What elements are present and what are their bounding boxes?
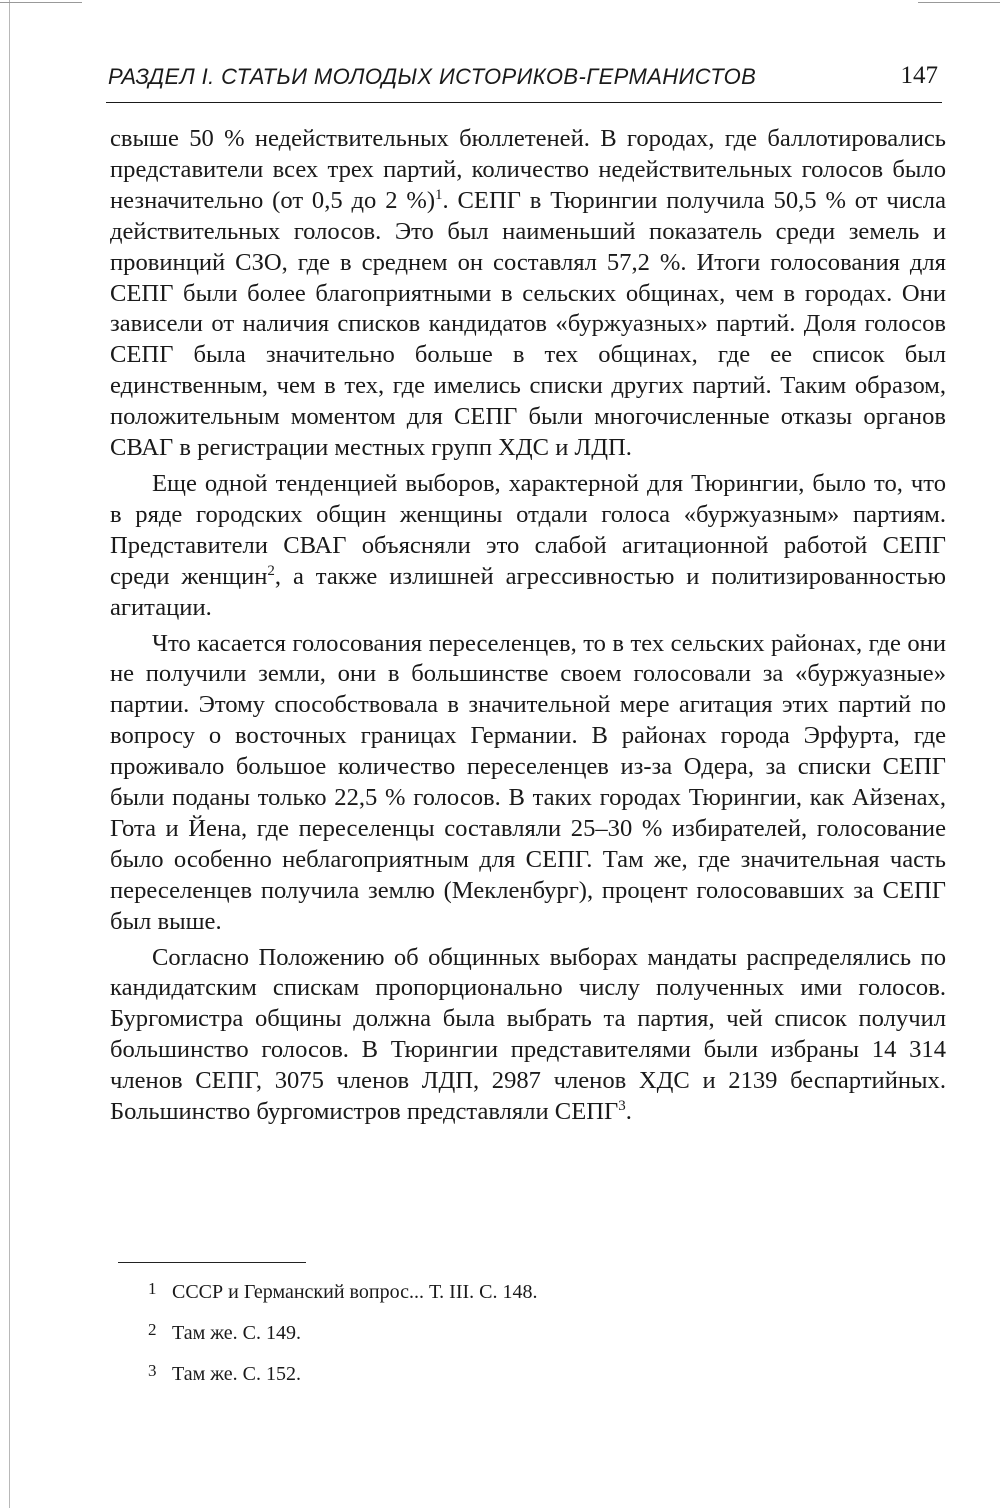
footnote-ref: 1 (435, 186, 443, 203)
footnote-ref: 3 (618, 1098, 626, 1115)
scan-top-mark (918, 2, 1000, 3)
footnote-number: 3 (148, 1361, 157, 1380)
footnote-text: СССР и Германский вопрос... Т. III. С. 148. (172, 1281, 538, 1303)
paragraph-text: . СЕПГ в Тюрингии получила 50,5 % от числа действительных голосов. Это был наименьший показатель среди земель и провинций СЗО, где в среднем он составлял 57,2 %. Итоги голосования для СЕПГ были более благоприятными в сельских общинах, чем в городах. Они зависели от наличия списков кандидатов «буржуазных» партий. Доля голосов СЕПГ была значительно больше в тех общинах, где ее список был единственным, чем в тех, где имелись списки других партий. Таким образом, положительным моментом для СЕПГ были многочисленные отказы органов СВАГ в регистрации местных групп ХДС и ЛДП. (110, 186, 946, 462)
footnote (148, 1276, 537, 1305)
footnote-text: Там же. С. 152. (172, 1363, 302, 1385)
scan-top-mark (0, 2, 82, 3)
paragraph-text: Согласно Положению об общинных выборах мандаты распределялись по кандидатским спискам пропорционально числу полученных ими голосов. Бургомистра общины должна была выбрать та партия, чей список получил большинство голосов. В Тюрингии представителями были избраны 14 314 членов СЕПГ, 3075 членов ЛДП, 2987 членов ХДС и 2139 беспартийных. Большинство бургомистров представляли СЕПГ (110, 943, 946, 1126)
footnote (148, 1358, 537, 1387)
footnote (148, 1317, 537, 1346)
paragraph-text: свыше 50 % недействительных бюллетеней. В городах, где баллотировались представители всех трех партий, количество недействительных голосов было незначительно (от 0,5 до 2 %) (110, 125, 946, 214)
scan-edge-line (9, 0, 10, 1508)
footnote-number: 1 (148, 1279, 157, 1298)
paragraph (110, 469, 946, 624)
footnote-ref: 2 (267, 562, 275, 579)
footnote-text: Там же. С. 149. (172, 1322, 302, 1344)
footnotes (148, 1276, 537, 1399)
paragraph (110, 943, 946, 1128)
footnote-divider (118, 1262, 306, 1263)
paragraph-text: Что касается голосования переселенцев, то в тех сельских районах, где они не получили земли, они в большинстве своем голосовали за «буржуазные» партии. Этому способствовала в значительной мере агитация этих партий по вопросу о восточных границах Германии. В районах города Эрфурта, где проживало большое количество переселенцев из-за Одера, за списки СЕПГ были поданы только 22,5 % голосов. В таких городах Тюрингии, как Айзенах, Гота и Йена, где переселенцы составляли 25–30 % избирателей, голосование было особенно неблагоприятным для СЕПГ. Там же, где значительная часть переселенцев получила землю (Мекленбург), процент голосовавших за СЕПГ был выше. (110, 629, 946, 935)
footnote-number: 2 (148, 1320, 157, 1339)
main-text (110, 124, 946, 1128)
paragraph-text: . (625, 1098, 632, 1126)
paragraph (110, 629, 946, 938)
page-number: 147 (900, 62, 938, 89)
running-title: РАЗДЕЛ I. СТАТЬИ МОЛОДЫХ ИСТОРИКОВ-ГЕРМАНИСТОВ (108, 64, 757, 89)
paragraph (110, 124, 946, 464)
running-header (106, 62, 942, 103)
paragraph-text: Еще одной тенденцией выборов, характерной для Тюрингии, было то, что в ряде городских общин женщины отдали голоса «буржуазным» партиям. Представители СВАГ объясняли это слабой агитационной работой СЕПГ среди женщин (110, 469, 946, 590)
paragraph-text: , а также излишней агрессивностью и политизированностью агитации. (110, 562, 946, 621)
